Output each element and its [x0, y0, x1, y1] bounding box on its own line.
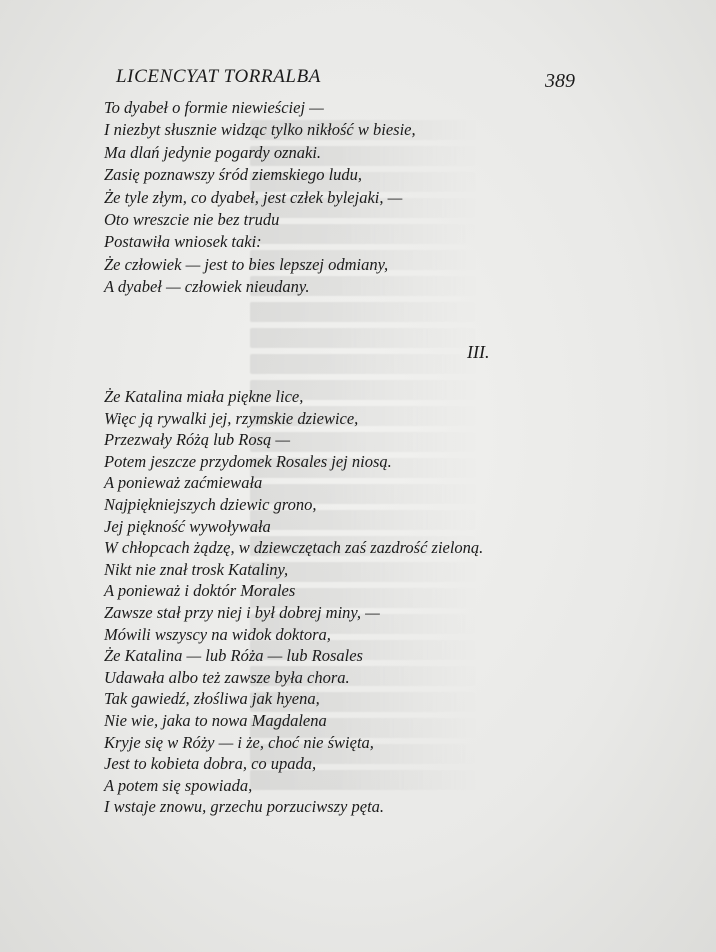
verse-line: Postawiła wniosek taki: — [104, 232, 262, 252]
verse-line: Kryje się w Róży — i że, choć nie święta, — [104, 732, 374, 752]
verse-line: A ponieważ i doktór Morales — [104, 581, 296, 601]
verse-line: Udawała albo też zawsze była chora. — [104, 667, 350, 687]
verse-line: Najpiękniejszych dziewic grono, — [104, 494, 317, 514]
verse-line: Że Katalina — lub Róża — lub Rosales — [104, 646, 363, 666]
verse-line: A potem się spowiada, — [104, 775, 253, 795]
verse-line: Że człowiek — jest to bies lepszej odmiany, — [104, 254, 389, 274]
verse-line: Zawsze stał przy niej i był dobrej miny, — — [104, 602, 380, 622]
verse-line: Tak gawiedź, złośliwa jak hyena, — [104, 689, 320, 709]
verse-line: I wstaje znowu, grzechu porzuciwszy pęta. — [104, 797, 385, 817]
verse-line: Zasię poznawszy śród ziemskiego ludu, — [104, 165, 363, 185]
verse-line: Przezwały Różą lub Rosą — — [104, 430, 291, 450]
verse-line: Że Katalina miała piękne lice, — [104, 387, 304, 406]
verse-line: Mówili wszyscy na widok doktora, — [104, 624, 331, 644]
running-header-title: LICENCYAT TORRALBA — [116, 66, 321, 87]
verse-line: Jej piękność wywoływała — [104, 516, 271, 536]
verse-line: Oto wreszcie nie bez trudu — [104, 209, 280, 229]
verse-line: Ma dlań jedynie pogardy oznaki. — [104, 142, 322, 162]
page-number: 389 — [545, 70, 575, 92]
verse-line: Potem jeszcze przydomek Rosales jej niosą. — [104, 451, 392, 471]
verse-line: Że tyle złym, co dyabeł, jest człek bylejaki, — — [104, 187, 403, 207]
section-number: III. — [467, 342, 490, 362]
verse-line: Więc ją rywalki jej, rzymskie dziewice, — [104, 408, 359, 428]
verse-line: Nikt nie znał trosk Kataliny, — [104, 559, 289, 579]
verse-line: W chłopcach żądzę, w dziewczętach zaś zazdrość zieloną. — [104, 538, 484, 558]
verse-line: I niezbyt słusznie widząc tylko nikłość w biesie, — [104, 120, 416, 140]
stanza-2 — [104, 386, 483, 818]
verse-line: Jest to kobieta dobra, co upada, — [104, 754, 317, 774]
stanza-1 — [104, 97, 416, 299]
verse-line: A dyabeł — człowiek nieudany. — [104, 277, 310, 297]
verse-line: To dyabeł o formie niewieściej — — [104, 98, 324, 117]
verse-line: A ponieważ zaćmiewała — [104, 473, 263, 493]
verse-line: Nie wie, jaka to nowa Magdalena — [104, 710, 327, 730]
